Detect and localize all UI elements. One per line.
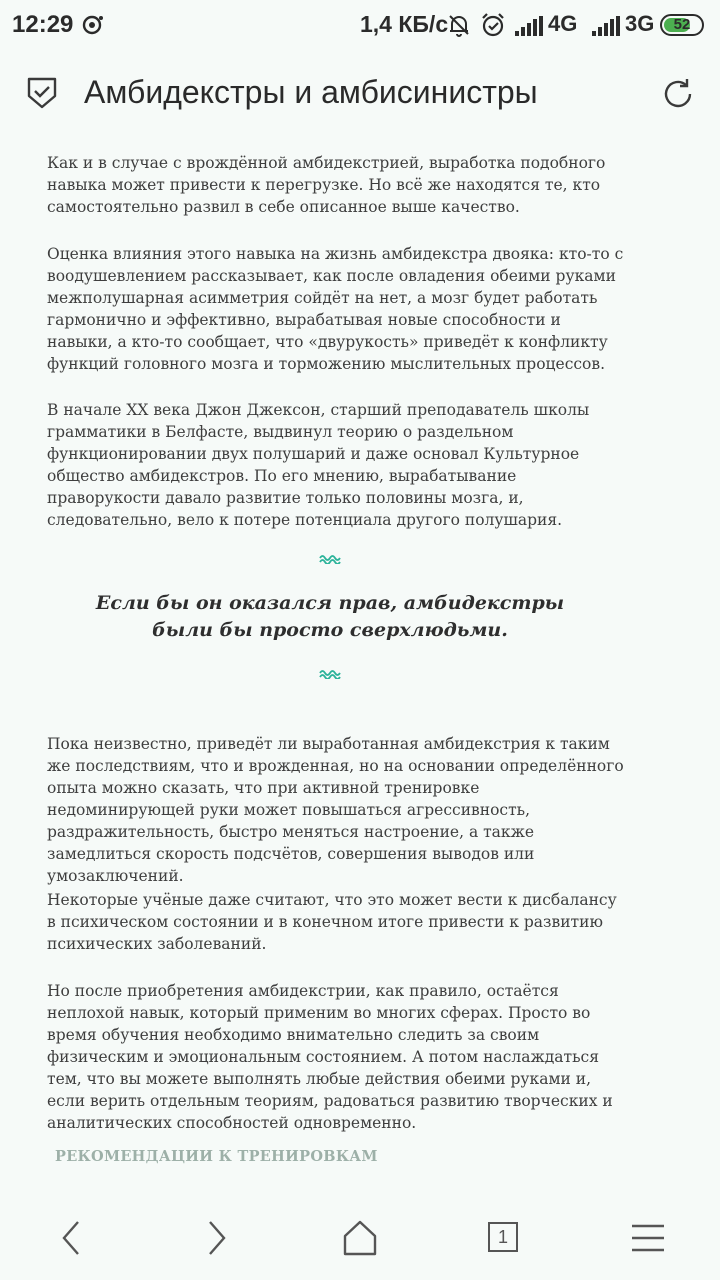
article-paragraph: Как и в случае с врождённой амбидекстрией, выработка подобного навыка может привести к перегрузке. Но всё же находятся те, кто самостоятельно развил в себе описанное выше качество. [47,154,606,216]
network-speed: 1,4 КБ/с [360,11,449,37]
back-icon [48,1214,96,1262]
mute-icon [446,12,472,38]
alarm-icon [480,12,506,38]
network-type-1: 4G [548,11,578,36]
menu-icon [624,1214,672,1262]
article-paragraph: Но после приобретения амбидекстрии, как правило, остаётся неплохой навык, который применим во многих сферах. Просто во время обучения необходимо внимательно следить за своим физическим и эмоциональным состоянием. А потом наслаждаться тем, что вы можете выполнять любые действия обеими руками и, если верить отдельным теориям, радоваться развитию творческих и аналитических способностей одновременно. [47,982,613,1132]
refresh-icon[interactable] [660,76,696,112]
back-button[interactable] [48,1214,96,1262]
status-bar [0,0,720,52]
signal-icon [592,16,622,36]
page-title: Амбидекстры и амбисинистры [84,74,538,110]
battery-icon [660,14,704,36]
wave-ornament-icon [319,669,341,679]
tabs-button[interactable] [480,1214,528,1262]
home-button[interactable] [336,1214,384,1262]
wave-ornament-icon [319,554,341,564]
article-paragraph: Некоторые учёные даже считают, что это может вести к дисбалансу в психическом состоянии и в конечном итоге привести к развитию психических заболеваний. [47,891,617,953]
bottom-navigation [0,1196,720,1280]
forward-button[interactable] [192,1214,240,1262]
battery-level: 52 [673,16,691,33]
article-paragraph: Пока неизвестно, приведёт ли выработанная амбидекстрия к таким же последствиям, что и врожденная, но на основании определённого опыта можно сказать, что при активной тренировке недоминирующей руки может повышаться агрессивность, раздражительность, быстро меняться настроение, а также замедлиться скорость подсчётов, совершения выводов или умозаключений. [47,735,624,885]
network-type-2: 3G [625,11,655,36]
media-icon [82,14,104,36]
status-time: 12:29 [12,11,74,38]
section-heading: РЕКОМЕНДАЦИИ К ТРЕНИРОВКАМ [55,1148,378,1165]
pull-quote: Если бы он оказался прав, амбидекстры были бы просто сверхлюдьми. [95,592,565,641]
tab-count: 1 [497,1227,508,1247]
signal-icon [515,16,545,36]
article-paragraph: Оценка влияния этого навыка на жизнь амбидекстра двояка: кто-то с воодушевлением рассказывает, как после овладения обеими руками межполушарная асимметрия сойдёт на нет, а мозг будет работать гармонично и эффективно, вырабатывая новые способности и навыки, а кто-то сообщает, что «двурукость» приведёт к конфликту функций головного мозга и торможению мыслительных процессов. [47,245,624,373]
app-bar [0,60,720,128]
shield-check-icon[interactable] [26,76,58,110]
article-paragraph: В начале XX века Джон Джексон, старший преподаватель школы грамматики в Белфасте, выдвинул теорию о раздельном функционировании двух полушарий и даже основал Культурное общество амбидекстров. По его мнению, вырабатывание праворукости давало развитие только половины мозга, и, следовательно, вело к потере потенциала другого полушария. [47,401,590,529]
forward-icon [192,1214,240,1262]
home-icon [336,1214,384,1262]
tabs-icon [488,1222,518,1252]
menu-button[interactable] [624,1214,672,1262]
